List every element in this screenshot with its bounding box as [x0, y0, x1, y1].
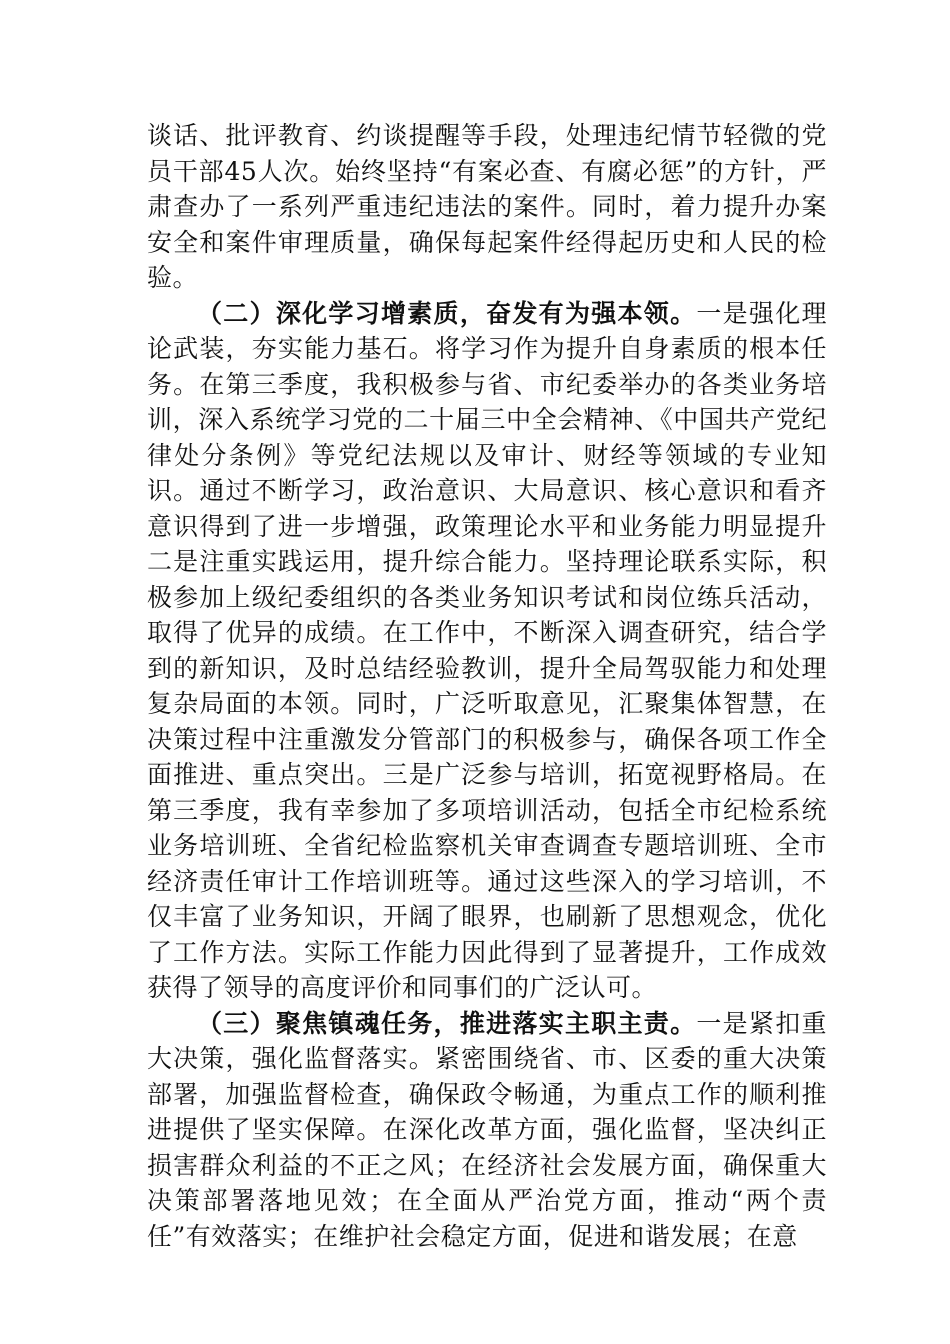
paragraph-1-text: 谈话、批评教育、约谈提醒等手段，处理违纪情节轻微的党员干部45人次。始终坚持“有案必查、有腐必惩”的方针，严肃查办了一系列严重违纪违法的案件。同时，着力提升办案安全和案件审理质量，确保每起案件经得起历史和人民的检验。 — [147, 121, 827, 292]
section-2-heading: （二）深化学习增素质，奋发有为强本领。 — [197, 298, 697, 328]
paragraph-2 — [147, 296, 827, 1006]
section-3-heading: （三）聚焦镇魂任务，推进落实主职主责。 — [197, 1008, 697, 1038]
document-page — [147, 118, 827, 1254]
paragraph-3-text: 一是紧扣重大决策，强化监督落实。紧密围绕省、市、区委的重大决策部署，加强监督检查，确保政令畅通，为重点工作的顺利推进提供了坚实保障。在深化改革方面，强化监督，坚决纠正损害群众利益的不正之风；在经济社会发展方面，确保重大决策部署落地见效；在全面从严治党方面，推动“两个责任”有效落实；在维护社会稳定方面，促进和谐发展；在意 — [147, 1008, 827, 1251]
paragraph-2-text: 一是强化理论武装，夯实能力基石。将学习作为提升自身素质的根本任务。在第三季度，我积极参与省、市纪委举办的各类业务培训，深入系统学习党的二十届三中全会精神、《中国共产党纪律处分条例》等党纪法规以及审计、财经等领域的专业知识。通过不断学习，政治意识、大局意识、核心意识和看齐意识得到了进一步增强，政策理论水平和业务能力明显提升二是注重实践运用，提升综合能力。坚持理论联系实际，积极参加上级纪委组织的各类业务知识考试和岗位练兵活动，取得了优异的成绩。在工作中，不断深入调查研究，结合学到的新知识，及时总结经验教训，提升全局驾驭能力和处理复杂局面的本领。同时，广泛听取意见，汇聚集体智慧，在决策过程中注重激发分管部门的积极参与，确保各项工作全面推进、重点突出。三是广泛参与培训，拓宽视野格局。在第三季度，我有幸参加了多项培训活动，包括全市纪检系统业务培训班、全省纪检监察机关审查调查专题培训班、全市经济责任审计工作培训班等。通过这些深入的学习培训，不仅丰富了业务知识，开阔了眼界，也刷新了思想观念，优化了工作方法。实际工作能力因此得到了显著提升，工作成效获得了领导的高度评价和同事们的广泛认可。 — [147, 298, 827, 1002]
paragraph-1 — [147, 118, 827, 296]
paragraph-3 — [147, 1006, 827, 1255]
